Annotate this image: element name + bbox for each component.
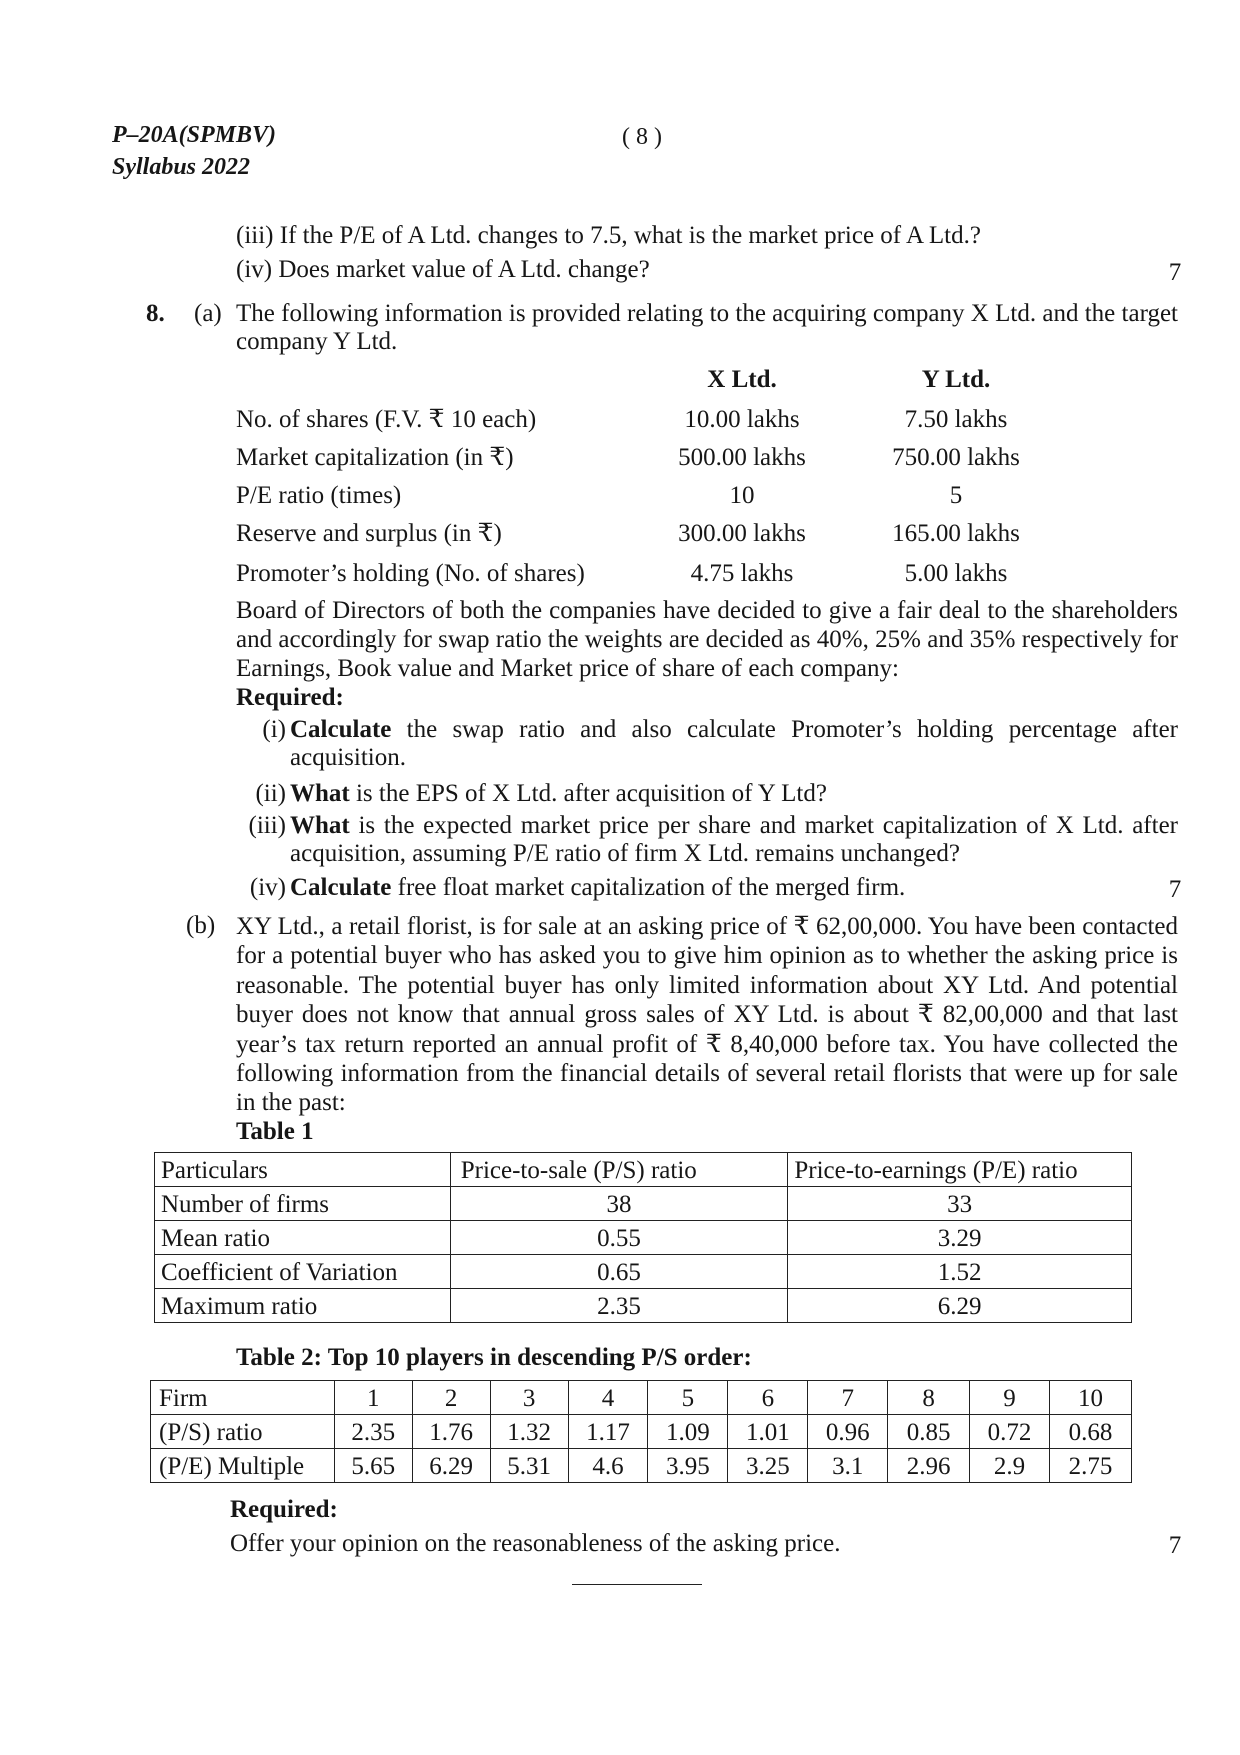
table-cell: 7: [808, 1381, 888, 1415]
y-value: 7.50 lakhs: [904, 406, 1008, 433]
item-lead: Calculate: [290, 874, 392, 901]
table1-title: Table 1: [236, 1118, 314, 1145]
table-cell: 5: [648, 1381, 728, 1415]
table-cell: 0.55: [450, 1221, 788, 1255]
table-cell: 2: [412, 1381, 490, 1415]
table-row: [155, 1221, 1132, 1255]
y-value: 5.00 lakhs: [904, 560, 1008, 587]
item-lead: What: [290, 812, 350, 839]
table-cell: 9: [970, 1381, 1050, 1415]
table-header-cell: Particulars: [155, 1153, 451, 1187]
table-cell: 2.35: [450, 1289, 788, 1323]
table-cell: 1.17: [568, 1415, 648, 1449]
prev-marks: 7: [1168, 259, 1182, 286]
table-cell: 33: [788, 1187, 1132, 1221]
table-header-row: [155, 1153, 1132, 1187]
q8b-text: XY Ltd., a retail florist, is for sale at an asking price of ₹ 62,00,000. You have been contacted for a potential buyer who has asked you to give him opinion as to whether the asking price is reasonable. The potential buyer has only limited information about XY Ltd. And potential buyer does not know that annual gross sales of XY Ltd. is about ₹ 82,00,000 and that last year’s tax return reported an annual profit of ₹ 8,40,000 before tax. You have collected the following information from the financial details of several retail florists that were up for sale in the past:: [236, 913, 1178, 1117]
item-text: [290, 780, 827, 808]
table-cell: Mean ratio: [155, 1221, 451, 1255]
table-cell: 6.29: [788, 1289, 1132, 1323]
company-data-row: [236, 444, 1036, 476]
table-cell: 1.09: [648, 1415, 728, 1449]
required-heading-a: Required:: [236, 684, 344, 711]
table-cell: 3.1: [808, 1449, 888, 1483]
table-cell: 1.01: [728, 1415, 808, 1449]
table-cell: (P/E) Multiple: [151, 1449, 335, 1483]
table-cell: 2.75: [1050, 1449, 1132, 1483]
item-number: (ii): [255, 780, 286, 807]
table-header-cell: Price-to-sale (P/S) ratio: [450, 1153, 788, 1187]
row-label: No. of shares (F.V. ₹ 10 each): [236, 406, 537, 433]
table-cell: 4.6: [568, 1449, 648, 1483]
table-cell: 3.95: [648, 1449, 728, 1483]
q8b-label: (b): [186, 912, 216, 939]
table-cell: 10: [1050, 1381, 1132, 1415]
table-cell: 2.35: [334, 1415, 412, 1449]
table-cell: 6: [728, 1381, 808, 1415]
table2: [150, 1380, 1132, 1483]
table-cell: 1: [334, 1381, 412, 1415]
table-cell: 2.96: [888, 1449, 970, 1483]
company-data-row: [236, 406, 1036, 438]
q8a-intro: The following information is provided relating to the acquiring company X Ltd. and the target company Y Ltd.: [236, 300, 1178, 355]
x-value: 500.00 lakhs: [678, 444, 806, 471]
table-cell: 4: [568, 1381, 648, 1415]
table-row: [155, 1187, 1132, 1221]
table-cell: 1.52: [788, 1255, 1132, 1289]
item-rest: the swap ratio and also calculate Promoter’s holding percentage after acquisition.: [290, 716, 1178, 771]
table-cell: 0.72: [970, 1415, 1050, 1449]
table-cell: 5.65: [334, 1449, 412, 1483]
item-lead: Calculate: [290, 716, 392, 743]
col-x-ltd: X Ltd.: [707, 366, 777, 393]
end-rule: [572, 1584, 702, 1585]
item-number: (i): [262, 716, 286, 743]
table-row-ps-ratio: [151, 1415, 1132, 1449]
table-cell: 5.31: [490, 1449, 568, 1483]
syllabus-year: Syllabus 2022: [112, 154, 251, 180]
y-value: 750.00 lakhs: [892, 444, 1020, 471]
item-rest: is the expected market price per share and market capitalization of X Ltd. after acquisition, assuming P/E ratio of firm X Ltd. remains unchanged?: [290, 812, 1178, 867]
y-value: 5: [949, 482, 963, 509]
table-row: [155, 1289, 1132, 1323]
table-cell: 0.85: [888, 1415, 970, 1449]
table-cell: 0.65: [450, 1255, 788, 1289]
company-data-row: [236, 560, 1036, 592]
company-data-row: [236, 520, 1036, 552]
table-cell: Maximum ratio: [155, 1289, 451, 1323]
required-text-b: Offer your opinion on the reasonableness of the asking price.: [230, 1530, 841, 1557]
company-col-headers: [236, 366, 1036, 398]
item-number: (iv): [249, 874, 286, 901]
x-value: 300.00 lakhs: [678, 520, 806, 547]
prev-part-iii: (iii) If the P/E of A Ltd. changes to 7.5, what is the market price of A Ltd.?: [236, 222, 981, 249]
prev-part-iv: (iv) Does market value of A Ltd. change?: [236, 256, 650, 283]
item-text: [290, 874, 905, 902]
table-cell: 0.96: [808, 1415, 888, 1449]
table-row-pe-multiple: [151, 1449, 1132, 1483]
table-row: [155, 1255, 1132, 1289]
table-row-firm: [151, 1381, 1132, 1415]
item-text: [290, 812, 1178, 868]
table-cell: 38: [450, 1187, 788, 1221]
table-cell: 2.9: [970, 1449, 1050, 1483]
table-cell: 1.32: [490, 1415, 568, 1449]
row-label: Market capitalization (in ₹): [236, 444, 514, 471]
q8a-label: (a): [194, 300, 222, 327]
table1: [154, 1152, 1132, 1323]
table2-title: Table 2: Top 10 players in descending P/S order:: [236, 1344, 752, 1371]
item-rest: free float market capitalization of the merged firm.: [391, 874, 906, 901]
item-rest: is the EPS of X Ltd. after acquisition of Y Ltd?: [349, 780, 827, 807]
table-cell: (P/S) ratio: [151, 1415, 335, 1449]
table-cell: Number of firms: [155, 1187, 451, 1221]
q8-number: 8.: [146, 300, 165, 327]
row-label: P/E ratio (times): [236, 482, 402, 509]
item-text: [290, 716, 1178, 772]
table-header-cell: Price-to-earnings (P/E) ratio: [788, 1153, 1132, 1187]
table-cell: 1.76: [412, 1415, 490, 1449]
paper-code: P–20A(SPMBV): [112, 122, 277, 148]
col-y-ltd: Y Ltd.: [921, 366, 991, 393]
x-value: 4.75 lakhs: [690, 560, 794, 587]
page-number: ( 8 ): [622, 124, 662, 150]
row-label: Promoter’s holding (No. of shares): [236, 560, 585, 587]
table-cell: 8: [888, 1381, 970, 1415]
company-data-row: [236, 482, 1036, 514]
table-cell: Coefficient of Variation: [155, 1255, 451, 1289]
table-cell: 6.29: [412, 1449, 490, 1483]
item-number: (iii): [248, 812, 286, 839]
row-label: Reserve and surplus (in ₹): [236, 520, 502, 547]
q8a-marks: 7: [1168, 876, 1182, 903]
x-value: 10: [729, 482, 755, 509]
board-of-directors-text: Board of Directors of both the companies have decided to give a fair deal to the shareholders and accordingly for swap ratio the weights are decided as 40%, 25% and 35% respectively for Earnings, Book value and Market price of share of each company:: [236, 597, 1178, 682]
table-cell: 3: [490, 1381, 568, 1415]
x-value: 10.00 lakhs: [684, 406, 800, 433]
required-heading-b: Required:: [230, 1496, 338, 1523]
table-cell: 0.68: [1050, 1415, 1132, 1449]
table-cell: Firm: [151, 1381, 335, 1415]
y-value: 165.00 lakhs: [892, 520, 1020, 547]
table-cell: 3.29: [788, 1221, 1132, 1255]
table-cell: 3.25: [728, 1449, 808, 1483]
item-lead: What: [290, 780, 350, 807]
q8b-marks: 7: [1168, 1532, 1182, 1559]
